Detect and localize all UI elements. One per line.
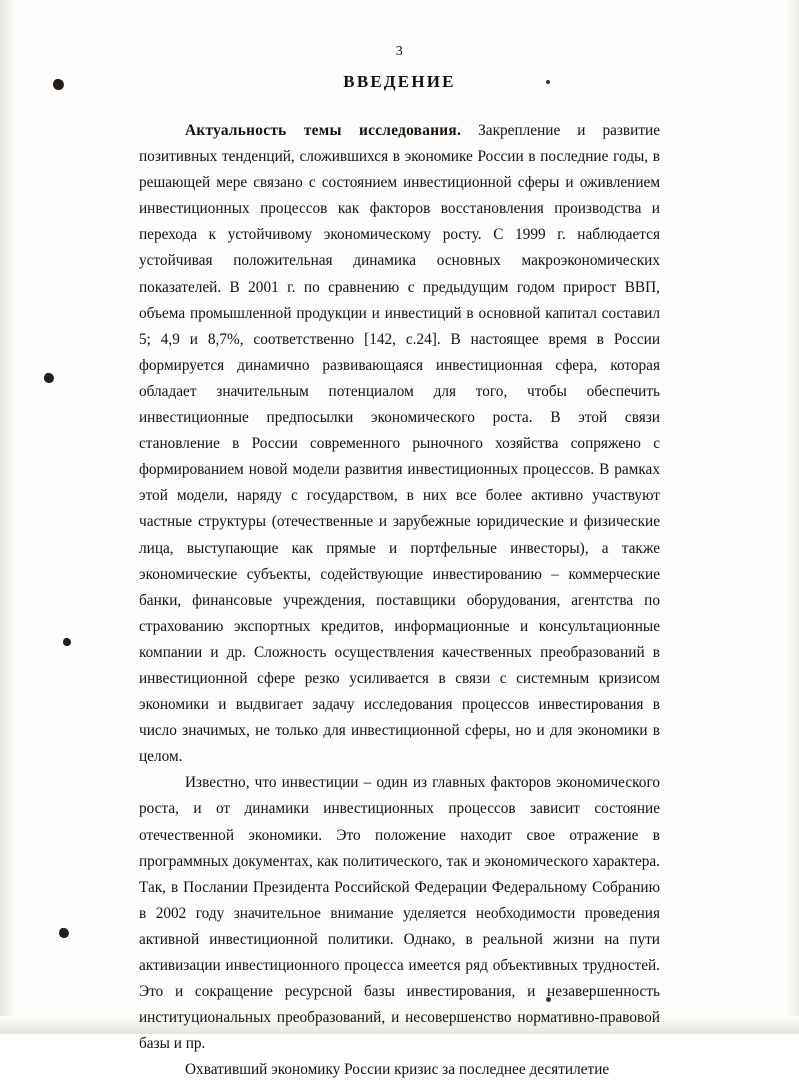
paragraph <box>139 118 660 770</box>
binding-mark-icon <box>58 927 70 939</box>
body-text-column <box>139 118 660 1083</box>
paragraph-text: Закрепление и развитие позитивных тенденций, сложившихся в экономике России в последние годы, в решающей мере связано с состоянием инвестиционной сферы и оживлением инвестиционных процессов как факторов восстановления производства и перехода к устойчивому экономическому росту. С 1999 г. наблюдается устойчивая положительная динамика основных макроэкономических показателей. В 2001 г. по сравнению с предыдущим годом прирост ВВП, объема промышленной продукции и инвестиций в основной капитал составил 5; 4,9 и 8,7%, соответственно [142, с.24]. В настоящее время в России формируется динамично развивающаяся инвестиционная сфера, которая обладает значительным потенциалом для того, чтобы обеспечить инвестиционные предпосылки экономического роста. В этой связи становление в России современного рыночного хозяйства сопряжено с формированием новой модели развития инвестиционных процессов. В рамках этой модели, наряду с государством, в них все более активно участвуют частные структуры (отечественные и зарубежные юридические и физические лица, выступающие как прямые и портфельные инвесторы), а также экономические субъекты, содействующие инвестированию – коммерческие банки, финансовые учреждения, поставщики оборудования, агентства по страхованию экспортных кредитов, информационные и консультационные компании и др. Сложность осуществления качественных преобразований в инвестиционной сфере резко усиливается в связи с системным кризисом экономики и выдвигает задачу исследования процессов инвестирования в число значимых, не только для инвестиционной сферы, но и для экономики в целом. <box>139 122 660 766</box>
paragraph-text: Охвативший экономику России кризис за последнее десятилетие <box>185 1061 610 1079</box>
page-number: 3 <box>395 44 404 59</box>
paragraph-text: Известно, что инвестиции – один из главных факторов экономического роста, и от динамики инвестиционных процессов зависит состояние отечественной экономики. Это положение находит свое отражение в программных документах, как политического, так и экономического характера. Так, в Послании Президента Российской Федерации Федеральному Собранию в 2002 году значительное внимание уделяется необходимости проведения активной инвестиционной политики. Однако, в реальной жизни на пути активизации инвестиционного процесса имеется ряд объективных трудностей. Это и сокращение ресурсной базы инвестирования, и незавершенность институциональных преобразований, и несовершенство нормативно-правовой базы и пр. <box>139 774 660 1053</box>
page-right-edge-shadow <box>785 0 799 1034</box>
page-title: ВВЕДЕНИЕ <box>343 72 456 91</box>
paragraph <box>139 1057 660 1083</box>
binding-mark-icon <box>62 637 71 646</box>
paragraph-lead-in: Актуальность темы исследования. <box>185 122 462 139</box>
paragraph <box>139 770 660 1057</box>
page-left-edge-shadow <box>0 0 16 1034</box>
binding-mark-icon <box>43 372 55 384</box>
